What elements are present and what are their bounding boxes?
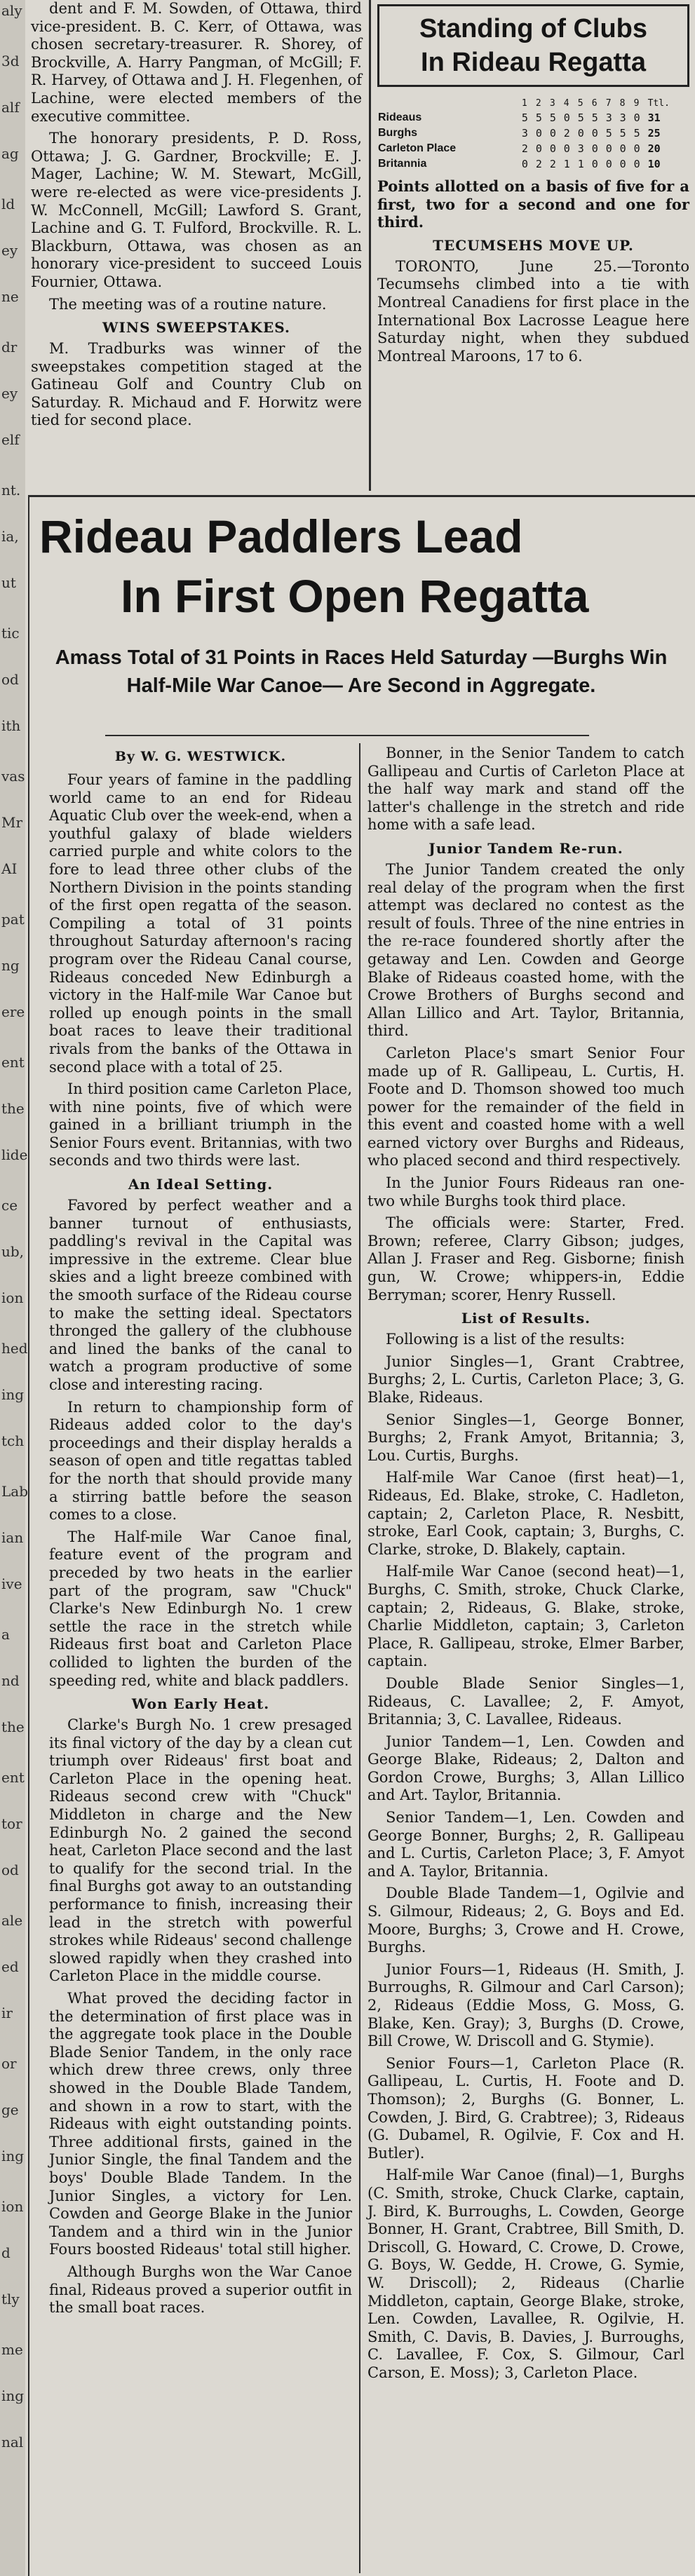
outer-column-rule bbox=[28, 495, 29, 2576]
score-cell: 0 bbox=[633, 158, 640, 170]
section-rule bbox=[28, 495, 695, 497]
gutter-fragment: lide bbox=[1, 1146, 28, 1163]
gutter-fragment: 3d bbox=[1, 53, 20, 69]
gutter-fragment: ut bbox=[1, 574, 16, 591]
gutter-fragment: ent bbox=[1, 1769, 25, 1786]
score-cell: 20 bbox=[647, 142, 661, 155]
article-left-column bbox=[49, 745, 352, 2568]
result-paragraph: Junior Fours—1, Rideaus (H. Smith, J. Burroughs, R. Gilmour and Carl Carson); 2, Rideaus (Eddie Moss, G. Moss, G. Blake, Ken. Gray); 3, Burghs (D. Crowe, Bill Crowe, W. Driscoll and G. Stymie). bbox=[367, 1960, 684, 2050]
gutter-fragment: vas bbox=[1, 768, 25, 785]
header-cell: Ttl. bbox=[647, 98, 670, 109]
paragraph: Although Burghs won the War Canoe final, Rideaus proved a superior outfit in the small boat races. bbox=[49, 2263, 352, 2317]
score-cell: 5 bbox=[619, 127, 626, 140]
standing-table bbox=[377, 97, 689, 172]
score-cell: 1 bbox=[563, 158, 570, 170]
deck-rule bbox=[105, 735, 589, 736]
header-cell: 5 bbox=[577, 98, 583, 109]
gutter-fragment: ion bbox=[1, 1289, 24, 1306]
club-name: Rideaus bbox=[378, 111, 422, 123]
article-column-rule bbox=[359, 743, 360, 2573]
gutter-fragment: ith bbox=[1, 717, 21, 734]
paragraph: Favored by perfect weather and a banner turnout of enthusiasts, paddling's revival in the Capital was impressive in the extreme. Clear blue skies and a light breeze combined with the smooth surface of the Rideau course to make the setting ideal. Spectators thronged the gallery of the clubhouse and lined the banks of the canal to watch a program productive of some close and interesting racing. bbox=[49, 1197, 352, 1393]
gutter-fragment: ir bbox=[1, 2005, 13, 2021]
gutter-fragment: nal bbox=[1, 2434, 24, 2450]
result-paragraph: Double Blade Tandem—1, Ogilvie and S. Gilmour, Rideaus; 2, G. Boys and Ed. Moore, Burghs; 3, Crowe and H. Crowe, Burghs. bbox=[367, 1885, 684, 1956]
header-cell: 2 bbox=[535, 98, 541, 109]
gutter-fragment: ey bbox=[1, 242, 18, 259]
result-paragraph: Senior Tandem—1, Len. Cowden and George Bonner, Burghs; 2, R. Gallipeau and L. Curtis, Carleton Place; 3, F. Amyot and A. Taylor, Britannia. bbox=[367, 1809, 684, 1880]
gutter-fragment: ge bbox=[1, 2101, 19, 2118]
score-cell: 0 bbox=[591, 142, 598, 155]
score-cell: 0 bbox=[605, 158, 612, 170]
paragraph: Bonner, in the Senior Tandem to catch Gallipeau and Curtis of Carleton Place at the half way mark and stand off the latter's challenge in the stretch and ride home with a safe lead. bbox=[367, 745, 684, 834]
byline: By W. G. WESTWICK. bbox=[114, 749, 287, 764]
result-paragraph: Double Blade Senior Singles—1, Rideaus, C. Lavallee; 2, F. Amyot, Britannia; 3, C. Lavallee, Rideaus. bbox=[367, 1674, 684, 1728]
gutter-fragment: ia, bbox=[1, 528, 19, 545]
standing-row bbox=[377, 141, 689, 156]
gutter-fragment: ag bbox=[1, 145, 19, 162]
gutter-fragment: nd bbox=[1, 1672, 20, 1689]
standing-title-line1: Standing of Clubs bbox=[419, 14, 648, 43]
gutter-fragment: ub, bbox=[1, 1243, 25, 1260]
gutter-fragment: Mr bbox=[1, 814, 23, 831]
paragraph: In return to championship form of Rideaus added color to the day's proceedings and their display heralds a season of open and title regattas tabled for the north that should provide many a stirring battle before the season comes to a close. bbox=[49, 1398, 352, 1524]
score-cell: 0 bbox=[591, 127, 598, 140]
gutter-fragment: ian bbox=[1, 1529, 24, 1546]
gutter-fragment: ere bbox=[1, 1003, 25, 1020]
gutter-fragment: ed bbox=[1, 1958, 19, 1975]
score-cell: 0 bbox=[563, 111, 570, 124]
score-cell: 1 bbox=[577, 158, 584, 170]
headline-line1: Rideau Paddlers Lead bbox=[39, 510, 523, 562]
gutter-fragment: ey bbox=[1, 385, 18, 402]
gutter-fragment: nt. bbox=[1, 482, 21, 499]
gutter-fragment: ion bbox=[1, 2198, 24, 2215]
score-cell: 5 bbox=[577, 111, 584, 124]
tecumsehs-subhead: TECUMSEHS MOVE UP. bbox=[433, 236, 634, 254]
left-margin-gutter bbox=[0, 0, 29, 2576]
header-cell: 8 bbox=[619, 98, 626, 109]
standing-note: Points allotted on a basis of five for a first, two for a second and one for third. bbox=[377, 177, 689, 231]
score-cell: 0 bbox=[563, 142, 570, 155]
paragraph: Clarke's Burgh No. 1 crew presaged its final victory of the day by a clean cut triumph over Rideaus' first boat and Carleton Place in the opening heat. Rideaus second crew with "Chuck" Middleton in charge and the New Edinburgh No. 2 gained the second heat, Carleton Place second and the last to qualify for the second trial. In the final Burghs got away to an outstanding performance to finish, increasing their lead in the stretch with powerful strokes while Rideaus' second challenge slowed rapidly when they crashed into Carleton Place in the middle course. bbox=[49, 1716, 352, 1985]
gutter-fragment: hed bbox=[1, 1340, 28, 1357]
club-name: Britannia bbox=[378, 158, 427, 170]
score-cell: 0 bbox=[577, 127, 584, 140]
club-name: Burghs bbox=[378, 127, 417, 139]
score-cell: 2 bbox=[563, 127, 570, 140]
top-right-column bbox=[377, 4, 689, 488]
gutter-fragment: the bbox=[1, 1100, 25, 1117]
score-cell: 0 bbox=[549, 142, 556, 155]
gutter-fragment: ing bbox=[1, 1386, 25, 1403]
header-cell: 9 bbox=[633, 98, 640, 109]
header-cell: 6 bbox=[591, 98, 598, 109]
header-cell: 7 bbox=[605, 98, 612, 109]
score-cell: 0 bbox=[535, 127, 542, 140]
gutter-fragment: pat bbox=[1, 911, 25, 928]
header-cell: 3 bbox=[549, 98, 555, 109]
paragraph: M. Tradburks was winner of the sweepstakes competition staged at the Gatineau Golf and Country Club on Saturday. R. Michaud and F. Horwitz were tied for second place. bbox=[31, 340, 362, 429]
header-cell: 4 bbox=[563, 98, 569, 109]
paragraph: The honorary presidents, P. D. Ross, Ottawa; J. G. Gardner, Brockville; E. J. Mager, Lachine; W. M. Stewart, McGill, were re-elected as were vice-presidents J. W. McConnell, McGill; Lawford S. Grant, Lachine and G. T. Fulford, Brockville. R. L. Blackburn, Ottawa, was chosen as an honorary vice-president to succeed Louis Fournier, Ottawa. bbox=[31, 130, 362, 290]
gutter-fragment: ale bbox=[1, 1912, 23, 1929]
result-paragraph: Half-mile War Canoe (second heat)—1, Burghs, C. Smith, stroke, Chuck Clarke, captain; 2, Rideaus, G. Blake, stroke, Charlie Middleton, captain; 3, Carleton Place, R. Gallipeau, stroke, Elmer Barber, captain. bbox=[367, 1563, 684, 1670]
paragraph: In the Junior Fours Rideaus ran one-two while Burghs took third place. bbox=[367, 1174, 684, 1209]
header-blank bbox=[377, 97, 521, 110]
wins-sweepstakes-subhead: WINS SWEEPSTAKES. bbox=[102, 319, 290, 337]
tecumsehs-text: TORONTO, June 25.—Toronto Tecumsehs climbed into a tie with Montreal Canadiens for first place in the International Box Lacrosse League here Saturday night, when they subdued Montreal Maroons, 17 to 6. bbox=[377, 257, 689, 365]
score-cell: 2 bbox=[549, 158, 556, 170]
paragraph: Carleton Place's smart Senior Four made up of R. Gallipeau, L. Curtis, H. Foote and D. Thomson showed too much power for the remainder of the field in this event and coasted home with a well earned victory over Burghs and Rideaus, who placed second and third respectively. bbox=[367, 1044, 684, 1170]
paragraph: In third position came Carleton Place, with nine points, five of which were gained in a brilliant triumph in the Senior Fours event. Britannias, with two seconds and two thirds were last. bbox=[49, 1080, 352, 1170]
standing-header-row bbox=[377, 97, 689, 110]
headline-line2: In First Open Regatta bbox=[121, 570, 589, 622]
result-paragraph: Half-mile War Canoe (final)—1, Burghs (C. Smith, stroke, Chuck Clarke, captain, J. Bird, K. Burroughs, L. Cowden, George Bonner, H. Grant, Crabtree, Bill Smith, D. Driscoll, G. Howard, C. Crowe, D. Crowe, G. Boys, W. Gedde, H. Crowe, G. Symie, W. Driscoll); 2, Rideaus (Charlie Middleton, captain, George Blake, stroke, Len. Cowden, Lavallee, R. Ogilvie, H. Smith, C. Davis, B. Davies, J. Burroughs, C. Lavallee, F. Cox, S. Gilmour, Carl Carson, E. Moss); 3, Carleton Place. bbox=[367, 2167, 684, 2381]
score-cell: 10 bbox=[647, 158, 661, 170]
score-cell: 3 bbox=[605, 111, 612, 124]
paragraph: The meeting was of a routine nature. bbox=[49, 295, 327, 313]
result-paragraph: Junior Singles—1, Grant Crabtree, Burghs; 2, L. Curtis, Carleton Place; 3, G. Blake, Rideaus. bbox=[367, 1353, 684, 1406]
score-cell: 0 bbox=[619, 142, 626, 155]
paragraph: Four years of famine in the paddling world came to an end for Rideau Aquatic Club over the week-end, when a youthful galaxy of blade wielders carried purple and white colors to the fore to lead three other clubs of the Northern Division in the points standing of the first open regatta of the season. Compiling a total of 31 points throughout Saturday afternoon's racing program over the Rideau Canal course, Rideaus conceded New Edinburgh a victory in the Half-mile War Canoe but rolled up enough points in the small boat races to leave their traditional rivals from the banks of the Ottawa in second place with a total of 25. bbox=[49, 771, 352, 1076]
result-paragraph: Following is a list of the results: bbox=[386, 1331, 626, 1348]
paragraph: What proved the deciding factor in the determination of first place was in the aggregate took place in the Double Blade Senior Tandem, in the only race which drew three crews, only three showed in the Double Blade Tandem, and shown in a row to start, with the Rideaus with eight outstanding points. Three additional firsts, gained in the Junior Single, the final Tandem and the boys' Double Blade Tandem. In the Junior Singles, a victory for Len. Cowden and George Blake in the Junior Tandem and a third win in the Junior Fours boosted Rideaus' total still higher. bbox=[49, 1990, 352, 2258]
score-cell: 0 bbox=[633, 142, 640, 155]
score-cell: 0 bbox=[619, 158, 626, 170]
score-cell: 0 bbox=[633, 111, 640, 124]
list-of-results-subhead: List of Results. bbox=[461, 1310, 591, 1327]
gutter-fragment: tly bbox=[1, 2291, 20, 2307]
gutter-fragment: Lab bbox=[1, 1483, 29, 1500]
gutter-fragment: ing bbox=[1, 2148, 25, 2164]
score-cell: 0 bbox=[591, 158, 598, 170]
gutter-fragment: me bbox=[1, 2341, 23, 2358]
ideal-setting-subhead: An Ideal Setting. bbox=[128, 1176, 274, 1193]
column-rule bbox=[369, 0, 371, 491]
gutter-fragment: aly bbox=[1, 2, 22, 19]
gutter-fragment: or bbox=[1, 2055, 17, 2072]
standing-row bbox=[377, 126, 689, 141]
standing-box-title bbox=[377, 4, 689, 87]
article-right-column bbox=[367, 745, 684, 2568]
gutter-fragment: ive bbox=[1, 1575, 22, 1592]
gutter-fragment: ent bbox=[1, 1054, 25, 1071]
paragraph: The Junior Tandem created the only real delay of the program when the first attempt was declared no contest as the result of fouls. Three of the nine entries in the re-race foundered shortly after the getaway and Len. Cowden and George Blake of Rideaus coasted home, with the Crowe Brothers of Burghs second and Allan Lillico and Art. Taylor, Britannia, third. bbox=[367, 860, 684, 1040]
standing-title-line2: In Rideau Regatta bbox=[421, 48, 646, 77]
gutter-fragment: ng bbox=[1, 957, 20, 974]
gutter-fragment: tic bbox=[1, 625, 20, 642]
top-left-column bbox=[31, 0, 362, 484]
score-cell: 2 bbox=[535, 158, 542, 170]
gutter-fragment: AI bbox=[1, 860, 18, 877]
result-paragraph: Senior Fours—1, Carleton Place (R. Gallipeau, L. Curtis, H. Foote and D. Thomson); 2, Burghs (G. Bonner, L. Cowden, J. Bird, G. Crabtree); 3, Rideaus (G. Dubamel, R. Ogilvie, F. Cox and H. Butler). bbox=[367, 2054, 684, 2162]
score-cell: 31 bbox=[647, 111, 661, 124]
paragraph: The Half-mile War Canoe final, feature event of the program and preceded by two heats in the earlier part of the program, saw "Chuck" Clarke's New Edinburgh No. 1 crew settle the race in the stretch while Rideaus first boat and Carleton Place collided to lighten the burden of the speeding red, white and black paddlers. bbox=[49, 1528, 352, 1689]
score-cell: 5 bbox=[591, 111, 598, 124]
gutter-fragment: ce bbox=[1, 1197, 18, 1214]
gutter-fragment: a bbox=[1, 1626, 10, 1643]
gutter-fragment: tor bbox=[1, 1815, 22, 1832]
won-early-heat-subhead: Won Early Heat. bbox=[131, 1695, 270, 1713]
gutter-fragment: od bbox=[1, 671, 19, 688]
result-paragraph: Junior Tandem—1, Len. Cowden and George Blake, Rideaus; 2, Dalton and Gordon Crowe, Burghs; 3, Allan Lillico and Art. Taylor, Britannia. bbox=[367, 1733, 684, 1804]
score-cell: 5 bbox=[633, 127, 640, 140]
score-cell: 25 bbox=[647, 127, 661, 140]
gutter-fragment: tch bbox=[1, 1432, 25, 1449]
gutter-fragment: d bbox=[1, 2244, 11, 2261]
standing-row bbox=[377, 156, 689, 172]
score-cell: 5 bbox=[605, 127, 612, 140]
score-cell: 5 bbox=[549, 111, 556, 124]
score-cell: 5 bbox=[535, 111, 542, 124]
junior-tandem-subhead: Junior Tandem Re-run. bbox=[429, 839, 623, 857]
score-cell: 2 bbox=[521, 142, 528, 155]
gutter-fragment: ing bbox=[1, 2387, 25, 2404]
gutter-fragment: elf bbox=[1, 431, 20, 448]
club-name: Carleton Place bbox=[378, 142, 457, 154]
gutter-fragment: ne bbox=[1, 288, 19, 305]
standing-row bbox=[377, 110, 689, 126]
paragraph: The officials were: Starter, Fred. Brown; referee, Clarry Gibson; judges, Allan J. Fraser and Reg. Gisborne; finish gun, W. Crowe; whippers-in, Eddie Berryman; scorer, Henry Russell. bbox=[367, 1214, 684, 1303]
score-cell: 0 bbox=[521, 158, 528, 170]
header-cell: 1 bbox=[521, 98, 527, 109]
score-cell: 3 bbox=[521, 127, 528, 140]
score-cell: 5 bbox=[521, 111, 528, 124]
gutter-fragment: dr bbox=[1, 339, 18, 355]
result-paragraph: Half-mile War Canoe (first heat)—1, Rideaus, Ed. Blake, stroke, C. Hadleton, captain; 2, Carleton Place, R. Nesbitt, stroke, Earl Cook, captain; 3, Burghs, C. Clarke, stroke, D. Blakely, captain. bbox=[367, 1469, 684, 1558]
gutter-fragment: the bbox=[1, 1719, 25, 1735]
gutter-fragment: ld bbox=[1, 196, 15, 212]
result-paragraph: Senior Singles—1, George Bonner, Burghs; 2, Frank Amyot, Britannia; 3, Lou. Curtis, Burghs. bbox=[367, 1411, 684, 1464]
paragraph: dent and F. M. Sowden, of Ottawa, third vice-president. B. C. Kerr, of Ottawa, was chosen secretary-treasurer. R. Shorey, of Brockville, A. Harry Pangman, of McGill; F. R. Harvey, of Ottawa and J. H. Flegenhen, of Lachine, were elected members of the executive committee. bbox=[31, 0, 362, 125]
headline-deck: Amass Total of 31 Points in Races Held Saturday —Burghs Win Half-Mile War Canoe— Are Second in Aggregate. bbox=[55, 646, 668, 697]
score-cell: 0 bbox=[535, 142, 542, 155]
gutter-fragment: alf bbox=[1, 99, 20, 116]
score-cell: 3 bbox=[577, 142, 584, 155]
gutter-fragment: od bbox=[1, 1862, 19, 1878]
score-cell: 0 bbox=[549, 127, 556, 140]
score-cell: 0 bbox=[605, 142, 612, 155]
score-cell: 3 bbox=[619, 111, 626, 124]
